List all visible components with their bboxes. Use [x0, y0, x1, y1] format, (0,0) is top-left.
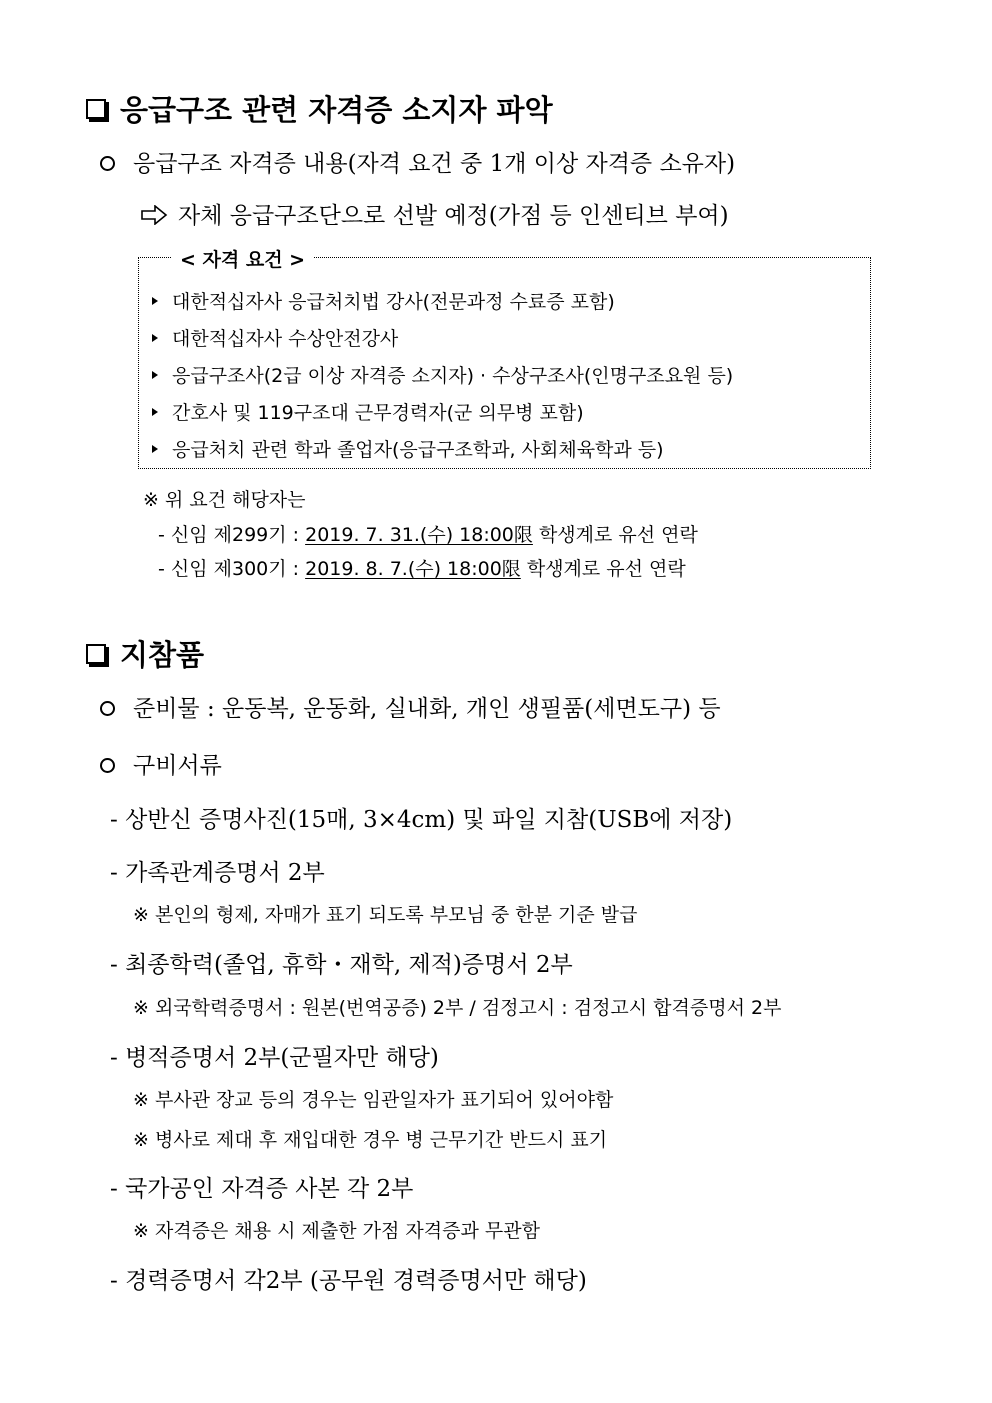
triangle-bullet-icon [152, 371, 158, 379]
deadline-date: 2019. 8. 7.(수) 18:00限 [305, 558, 521, 580]
circle-bullet-icon [100, 156, 115, 171]
list-item: 대한적십자사 수상안전강사 [152, 321, 733, 358]
circle-bullet-icon [100, 758, 115, 773]
section1-arrow-text: 자체 응급구조단으로 선발 예정(가점 등 인센티브 부여) [178, 203, 729, 229]
triangle-bullet-icon [152, 445, 158, 453]
document-item: - 상반신 증명사진(15매, 3×4cm) 및 파일 지참(USB에 저장) [110, 807, 733, 833]
deadline-date: 2019. 7. 31.(수) 18:00限 [305, 524, 533, 546]
section1-bullet-text: 응급구조 자격증 내용(자격 요건 중 1개 이상 자격증 소유자) [133, 151, 736, 177]
checkbox-icon [86, 99, 106, 119]
document-note: ※ 자격증은 채용 시 제출한 가점 자격증과 무관함 [133, 1220, 540, 1242]
document-item: - 가족관계증명서 2부 [110, 860, 325, 886]
section1-bullet [100, 145, 735, 178]
document-item: - 최종학력(졸업, 휴학・재학, 제적)증명서 2부 [110, 952, 573, 978]
triangle-bullet-icon [152, 408, 158, 416]
requirements-list [152, 284, 733, 469]
document-note: ※ 외국학력증명서 : 원본(번역공증) 2부 / 검정고시 : 검정고시 합격증명서 2부 [133, 997, 782, 1019]
triangle-bullet-icon [152, 334, 158, 342]
circle-bullet-icon [100, 701, 115, 716]
checkbox-icon [86, 644, 106, 664]
document-item: - 병적증명서 2부(군필자만 해당) [110, 1045, 439, 1071]
document-item: - 국가공인 자격증 사본 각 2부 [110, 1176, 414, 1202]
section1-arrow-line [140, 197, 729, 230]
requirements-note: ※ 위 요건 해당자는 [143, 489, 306, 511]
section1-heading [86, 88, 553, 129]
document-item: - 경력증명서 각2부 (공무원 경력증명서만 해당) [110, 1268, 587, 1294]
document-note: ※ 병사로 제대 후 재입대한 경우 병 근무기간 반드시 표기 [133, 1129, 608, 1151]
deadline-299: - 신임 제299기 : 2019. 7. 31.(수) 18:00限 학생계로 유선 연락 [158, 524, 698, 546]
list-item: 간호사 및 119구조대 근무경력자(군 의무병 포함) [152, 395, 733, 432]
hollow-right-arrow-icon [140, 205, 168, 225]
triangle-bullet-icon [152, 297, 158, 305]
list-item: 대한적십자사 응급처치법 강사(전문과정 수료증 포함) [152, 284, 733, 321]
section1-title: 응급구조 관련 자격증 소지자 파악 [120, 93, 553, 127]
document-note: ※ 본인의 형제, 자매가 표기 되도록 부모님 중 한분 기준 발급 [133, 904, 638, 926]
section2-heading [86, 633, 204, 674]
deadline-300: - 신임 제300기 : 2019. 8. 7.(수) 18:00限 학생계로 유선 연락 [158, 558, 686, 580]
requirements-box-title: < 자격 요건 > [172, 245, 313, 272]
section2-bullet2: 구비서류 [100, 747, 222, 780]
list-item: 응급처치 관련 학과 졸업자(응급구조학과, 사회체육학과 등) [152, 432, 733, 469]
section2-title: 지참품 [120, 638, 205, 672]
document-note: ※ 부사관 장교 등의 경우는 임관일자가 표기되어 있어야함 [133, 1089, 614, 1111]
section2-bullet1: 준비물 : 운동복, 운동화, 실내화, 개인 생필품(세면도구) 등 [100, 690, 721, 723]
list-item: 응급구조사(2급 이상 자격증 소지자) · 수상구조사(인명구조요원 등) [152, 358, 733, 395]
